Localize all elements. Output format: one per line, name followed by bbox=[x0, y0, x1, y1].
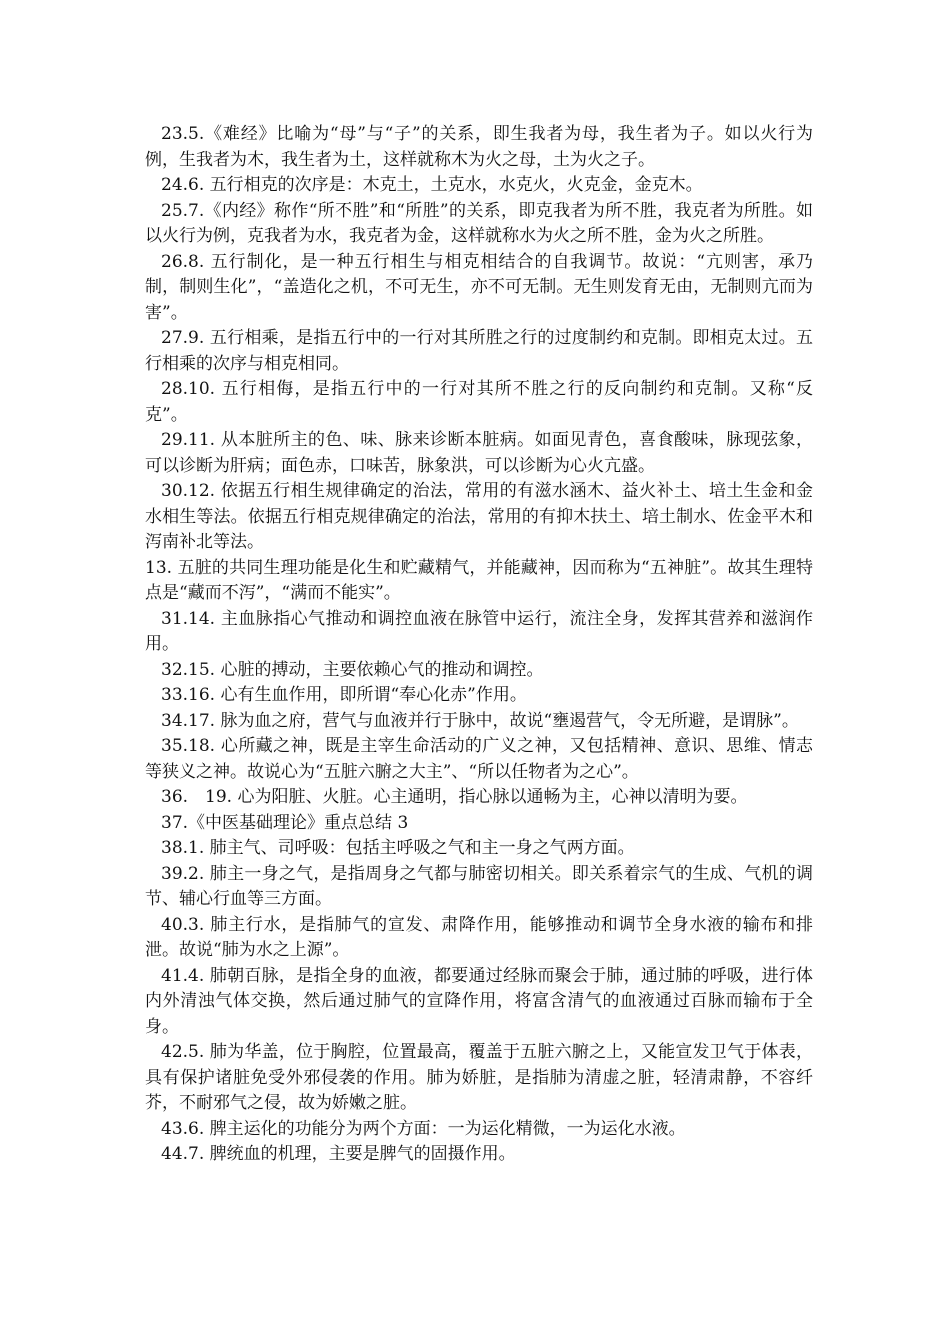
document-paragraph: 38.1. 肺主气、司呼吸：包括主呼吸之气和主一身之气两方面。 bbox=[161, 838, 635, 858]
document-paragraph: 36. 19. 心为阳脏、火脏。心主通明，指心脉以通畅为主，心神以清明为要。 bbox=[161, 787, 748, 807]
document-paragraph: 44.7. 脾统血的机理，主要是脾气的固摄作用。 bbox=[161, 1144, 516, 1164]
document-paragraph: 37.《中医基础理论》重点总结 3 bbox=[161, 812, 409, 833]
document-paragraph: 33.16. 心有生血作用，即所谓“奉心化赤”作用。 bbox=[161, 685, 527, 705]
document-paragraph: 42.5. 肺为华盖，位于胸腔，位置最高，覆盖于五脏六腑之上，又能宣发卫气于体表，具有保护诸脏免受外邪侵袭的作用。肺为娇脏，是指肺为清虚之脏，轻清肃静，不容纤芥，不耐邪气之侵，故为娇嫩之脏。 bbox=[145, 1042, 813, 1113]
document-paragraph: 26.8. 五行制化，是一种五行相生与相克相结合的自我调节。故说：“亢则害，承乃制，制则生化”，“盖造化之机，不可无生，亦不可无制。无生则发育无由，无制则亢而为害”。 bbox=[145, 251, 813, 323]
document-paragraph: 41.4. 肺朝百脉，是指全身的血液，都要通过经脉而聚会于肺，通过肺的呼吸，进行体内外清浊气体交换，然后通过肺气的宣降作用，将富含清气的血液通过百脉而输布于全身。 bbox=[145, 965, 813, 1037]
document-paragraph: 24.6. 五行相克的次序是：木克土，土克水，水克火，火克金，金克木。 bbox=[161, 175, 703, 195]
document-paragraph: 13. 五脏的共同生理功能是化生和贮藏精气，并能藏神，因而称为“五神脏”。故其生理特点是“藏而不泻”，“满而不能实”。 bbox=[145, 557, 813, 603]
document-paragraph: 31.14. 主血脉指心气推动和调控血液在脉管中运行，流注全身，发挥其营养和滋润作用。 bbox=[145, 608, 813, 654]
document-paragraph: 27.9. 五行相乘，是指五行中的一行对其所胜之行的过度制约和克制。即相克太过。五行相乘的次序与相克相同。 bbox=[145, 328, 813, 374]
document-body bbox=[145, 122, 813, 1168]
document-paragraph: 43.6. 脾主运化的功能分为两个方面：一为运化精微，一为运化水液。 bbox=[161, 1118, 686, 1139]
document-paragraph: 29.11. 从本脏所主的色、味、脉来诊断本脏病。如面见青色，喜食酸味，脉现弦象，可以诊断为肝病；面色赤，口味苦，脉象洪，可以诊断为心火亢盛。 bbox=[145, 430, 813, 476]
document-paragraph: 34.17. 脉为血之府，营气与血液并行于脉中，故说“壅遏营气，令无所避，是谓脉”。 bbox=[161, 710, 799, 731]
document-paragraph: 28.10. 五行相侮，是指五行中的一行对其所不胜之行的反向制约和克制。又称“反克”。 bbox=[145, 379, 813, 425]
document-paragraph: 25.7.《内经》称作“所不胜”和“所胜”的关系，即克我者为所不胜，我克者为所胜。如以火行为例，克我者为水，我克者为金，这样就称水为火之所不胜，金为火之所胜。 bbox=[145, 200, 813, 246]
document-paragraph: 35.18. 心所藏之神，既是主宰生命活动的广义之神，又包括精神、意识、思维、情志等狭义之神。故说心为“五脏六腑之大主”、“所以任物者为之心”。 bbox=[145, 736, 813, 782]
document-paragraph: 23.5.《难经》比喻为“母”与“子”的关系，即生我者为母，我生者为子。如以火行为例，生我者为木，我生者为土，这样就称木为火之母，土为火之子。 bbox=[145, 124, 813, 170]
document-paragraph: 39.2. 肺主一身之气，是指周身之气都与肺密切相关。即关系着宗气的生成、气机的调节、辅心行血等三方面。 bbox=[145, 863, 813, 909]
document-paragraph: 30.12. 依据五行相生规律确定的治法，常用的有滋水涵木、益火补土、培土生金和金水相生等法。依据五行相克规律确定的治法，常用的有抑木扶土、培土制水、佐金平木和泻南补北等法。 bbox=[145, 481, 813, 552]
document-paragraph: 32.15. 心脏的搏动，主要依赖心气的推动和调控。 bbox=[161, 659, 544, 680]
document-paragraph: 40.3. 肺主行水，是指肺气的宣发、肃降作用，能够推动和调节全身水液的输布和排泄。故说“肺为水之上源”。 bbox=[145, 914, 813, 960]
